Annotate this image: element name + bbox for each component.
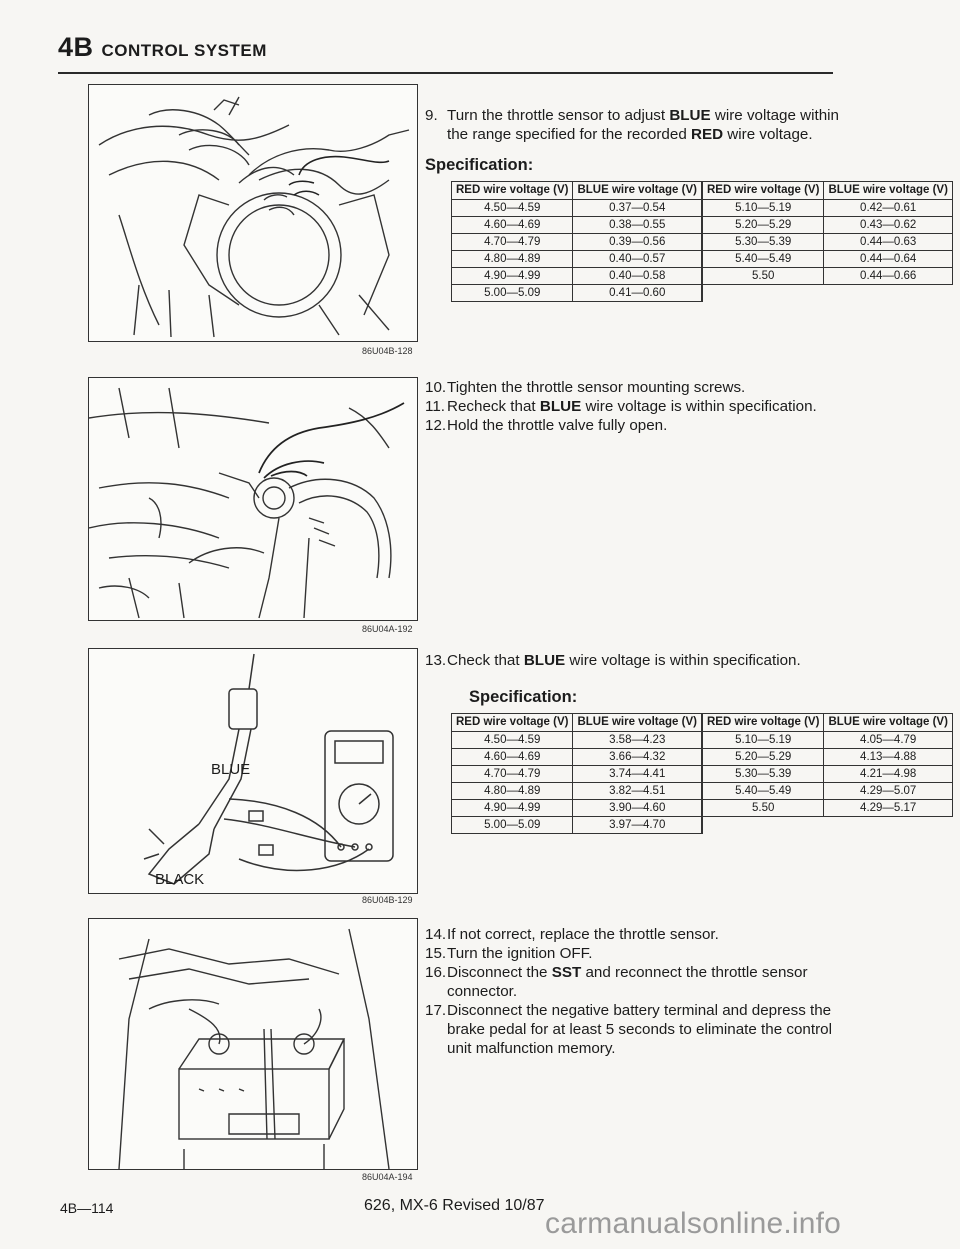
spec-table-1 [451,181,953,302]
blue-voltage-cell: 0.37—0.54 [573,200,702,217]
multimeter-check-illustration [89,649,417,893]
figure-throttle-sensor-adjust [88,84,418,342]
spec-table-header [452,714,953,732]
red-voltage-cell: 5.00—5.09 [452,817,573,834]
wire-label-black: BLACK [155,871,205,888]
red-voltage-cell: 5.20—5.29 [702,749,824,766]
watermark: carmanualsonline.info [545,1207,842,1240]
red-voltage-cell: 4.90—4.99 [452,268,573,285]
step-item [425,378,840,397]
figure-battery-disconnect [88,918,418,1170]
spec-table-row [452,800,953,817]
header-red-wire: RED wire voltage (V) [452,182,573,200]
blue-voltage-cell: 3.90—4.60 [573,800,702,817]
step-text: Hold the throttle valve fully open. [447,417,668,434]
battery-illustration [89,919,417,1169]
blue-voltage-cell: 3.82—4.51 [573,783,702,800]
step-item [425,106,840,144]
red-voltage-cell: 5.10—5.19 [702,200,824,217]
page-number: 4B—114 [60,1200,114,1216]
spec-table-row [452,217,953,234]
step-9-block [425,106,948,302]
spec-table-row [452,783,953,800]
step-item [425,1001,840,1058]
header-red-wire: RED wire voltage (V) [452,714,573,732]
step-number: 15. [425,945,447,962]
blue-voltage-cell: 0.38—0.55 [573,217,702,234]
spec-table-row [452,251,953,268]
red-voltage-cell: 4.80—4.89 [452,251,573,268]
red-voltage-cell: 4.50—4.59 [452,732,573,749]
page-header [58,32,267,63]
spec-table-row [452,200,953,217]
step-number: 13. [425,652,447,669]
spec-table-row [452,766,953,783]
blue-voltage-cell: 4.13—4.88 [824,749,953,766]
header-blue-wire: BLUE wire voltage (V) [824,714,953,732]
step-number: 17. [425,1002,447,1019]
step-item [425,963,840,1001]
red-voltage-cell [702,817,824,834]
figure-code: 86U04A-192 [362,624,413,634]
blue-voltage-cell: 3.58—4.23 [573,732,702,749]
spec-table-row [452,749,953,766]
blue-voltage-cell: 3.74—4.41 [573,766,702,783]
blue-voltage-cell: 3.66—4.32 [573,749,702,766]
blue-voltage-cell: 0.44—0.64 [824,251,953,268]
blue-voltage-cell: 0.39—0.56 [573,234,702,251]
step-number: 10. [425,379,447,396]
red-voltage-cell [702,285,824,302]
red-voltage-cell: 5.40—5.49 [702,251,824,268]
header-blue-wire: BLUE wire voltage (V) [573,182,702,200]
red-voltage-cell: 5.50 [702,800,824,817]
step-text: Recheck that BLUE wire voltage is within specification. [447,398,817,415]
step-item [425,944,840,963]
figure-code: 86U04B-129 [362,895,413,905]
blue-voltage-cell: 4.29—5.17 [824,800,953,817]
blue-voltage-cell [824,285,953,302]
revision-note: 626, MX-6 Revised 10/87 [364,1197,545,1214]
blue-voltage-cell [824,817,953,834]
step-number: 14. [425,926,447,943]
red-voltage-cell: 4.50—4.59 [452,200,573,217]
header-blue-wire: BLUE wire voltage (V) [573,714,702,732]
red-voltage-cell: 5.30—5.39 [702,234,824,251]
red-voltage-cell: 4.80—4.89 [452,783,573,800]
step-13-block [425,651,948,834]
blue-voltage-cell: 0.44—0.66 [824,268,953,285]
step-text: Check that BLUE wire voltage is within specification. [447,652,801,669]
step-text: Turn the ignition OFF. [447,945,593,962]
red-voltage-cell: 5.50 [702,268,824,285]
red-voltage-cell: 4.70—4.79 [452,766,573,783]
header-blue-wire: BLUE wire voltage (V) [824,182,953,200]
figure-throttle-sensor-screws [88,377,418,621]
red-voltage-cell: 4.60—4.69 [452,749,573,766]
header-red-wire: RED wire voltage (V) [702,714,824,732]
chapter-number: 4B [58,32,94,62]
figure-code: 86U04B-128 [362,346,413,356]
blue-voltage-cell: 0.42—0.61 [824,200,953,217]
blue-voltage-cell: 3.97—4.70 [573,817,702,834]
step-text: Turn the throttle sensor to adjust BLUE wire voltage within the range specified for the recorded RED wire voltage. [447,107,839,143]
spec-table-2 [451,713,953,834]
blue-voltage-cell: 0.44—0.63 [824,234,953,251]
red-voltage-cell: 4.60—4.69 [452,217,573,234]
spec-heading: Specification: [469,688,578,706]
red-voltage-cell: 5.10—5.19 [702,732,824,749]
header-rule [58,72,833,74]
steps-10-12-block [425,378,840,435]
step-number: 11. [425,398,445,415]
spec-table-row [452,268,953,285]
throttle-screws-illustration [89,378,417,620]
step-text: If not correct, replace the throttle sensor. [447,926,719,943]
spec-table-row [452,234,953,251]
spec-heading: Specification: [425,156,534,174]
blue-voltage-cell: 4.29—5.07 [824,783,953,800]
step-number: 9. [425,107,438,124]
steps-14-17-block [425,925,840,1058]
red-voltage-cell: 5.00—5.09 [452,285,573,302]
header-red-wire: RED wire voltage (V) [702,182,824,200]
throttle-adjust-illustration [89,85,417,341]
step-text: Disconnect the negative battery terminal and depress the brake pedal for at least 5 seconds to eliminate the control unit malfunction memory. [447,1002,832,1057]
spec-table-row [452,285,953,302]
step-number: 16. [425,964,447,981]
red-voltage-cell: 4.90—4.99 [452,800,573,817]
spec-table-header [452,182,953,200]
step-item [425,651,840,670]
red-voltage-cell: 5.20—5.29 [702,217,824,234]
figure-multimeter-check [88,648,418,894]
step-item [425,925,840,944]
step-text: Disconnect the SST and reconnect the throttle sensor connector. [447,964,808,1000]
blue-voltage-cell: 4.05—4.79 [824,732,953,749]
red-voltage-cell: 5.30—5.39 [702,766,824,783]
step-text: Tighten the throttle sensor mounting screws. [447,379,746,396]
blue-voltage-cell: 0.43—0.62 [824,217,953,234]
step-item [425,397,840,416]
step-item [425,416,840,435]
figure-code: 86U04A-194 [362,1172,413,1182]
chapter-title: CONTROL SYSTEM [101,41,267,60]
blue-voltage-cell: 0.40—0.58 [573,268,702,285]
red-voltage-cell: 4.70—4.79 [452,234,573,251]
wire-label-blue: BLUE [211,761,251,778]
blue-voltage-cell: 4.21—4.98 [824,766,953,783]
red-voltage-cell: 5.40—5.49 [702,783,824,800]
blue-voltage-cell: 0.40—0.57 [573,251,702,268]
step-number: 12. [425,417,447,434]
blue-voltage-cell: 0.41—0.60 [573,285,702,302]
spec-table-row [452,817,953,834]
spec-table-row [452,732,953,749]
